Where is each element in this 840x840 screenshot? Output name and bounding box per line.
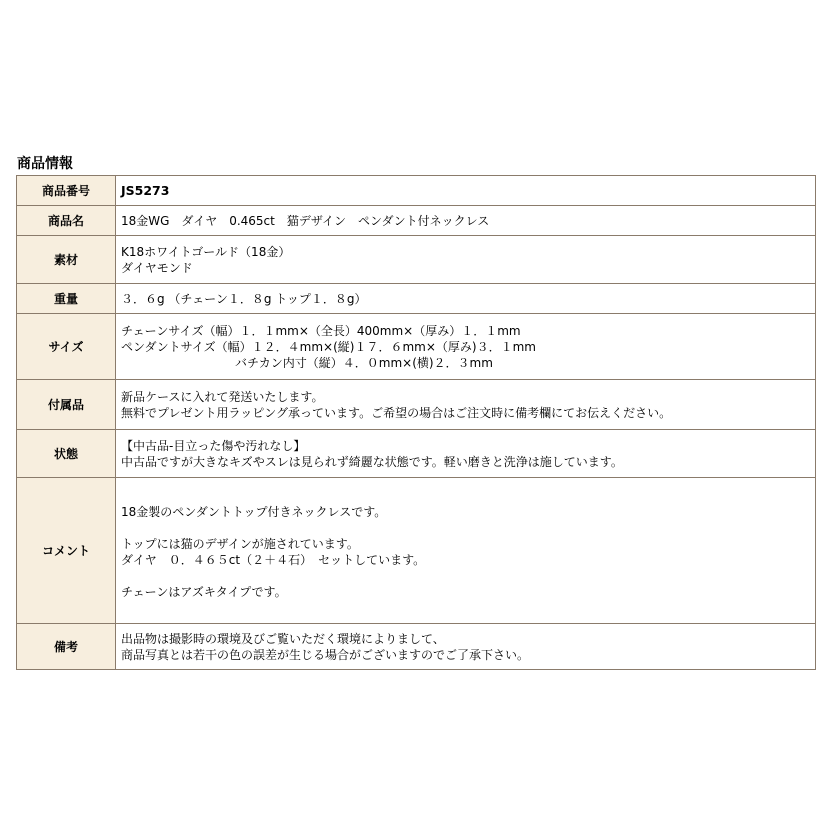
comment-spacer-2 xyxy=(121,568,811,584)
accessories-label: 付属品 xyxy=(17,380,116,430)
comment-line-1: 18金製のペンダントトップ付きネックレスです。 xyxy=(121,504,387,519)
notes-line-1: 出品物は撮影時の環境及びご覧いただく環境によりまして、 xyxy=(121,631,445,646)
product-name-label: 商品名 xyxy=(17,206,116,236)
comment-line-3: ダイヤ ０．４６５ct（２＋４石） セットしています。 xyxy=(121,552,426,567)
comment-spacer-bottom xyxy=(121,600,811,608)
row-material xyxy=(17,236,816,284)
section-title: 商品情報 xyxy=(17,156,73,172)
row-product-number xyxy=(17,176,816,206)
comment-spacer-top xyxy=(121,494,811,504)
comment-value xyxy=(116,478,816,624)
product-info-table xyxy=(16,175,816,670)
row-comment xyxy=(17,478,816,624)
condition-line-2: 中古品ですが大きなキズやスレは見られず綺麗な状態です。軽い磨きと洗浄は施しています。 xyxy=(121,454,623,469)
material-line-1: K18ホワイトゴールド（18金） xyxy=(121,244,291,259)
accessories-line-2: 無料でプレゼント用ラッピング承っています。ご希望の場合はご注文時に備考欄にてお伝えください。 xyxy=(121,405,672,420)
material-value xyxy=(116,236,816,284)
material-line-2: ダイヤモンド xyxy=(121,260,193,275)
size-value xyxy=(116,314,816,380)
accessories-line-1: 新品ケースに入れて発送いたします。 xyxy=(121,389,324,404)
size-line-bail: バチカン内寸（縦）４．０mm×(横)２．３mm xyxy=(235,355,493,370)
notes-value xyxy=(116,624,816,670)
comment-line-4: チェーンはアズキタイプです。 xyxy=(121,584,287,599)
row-product-name xyxy=(17,206,816,236)
size-label: サイズ xyxy=(17,314,116,380)
weight-value: ３．６g （チェーン１．８g トップ１．８g） xyxy=(116,284,816,314)
condition-value xyxy=(116,430,816,478)
row-notes xyxy=(17,624,816,670)
accessories-value xyxy=(116,380,816,430)
notes-line-2: 商品写真とは若干の色の誤差が生じる場合がございますのでご了承下さい。 xyxy=(121,647,530,662)
weight-label: 重量 xyxy=(17,284,116,314)
product-name-value: 18金WG ダイヤ 0.465ct 猫デザイン ペンダント付ネックレス xyxy=(116,206,816,236)
comment-spacer-1 xyxy=(121,520,811,536)
row-size xyxy=(17,314,816,380)
notes-label: 備考 xyxy=(17,624,116,670)
product-number-value xyxy=(116,176,816,206)
comment-line-2: トップには猫のデザインが施されています。 xyxy=(121,536,359,551)
product-number-label: 商品番号 xyxy=(17,176,116,206)
condition-line-1: 【中古品-目立った傷や汚れなし】 xyxy=(121,438,306,453)
size-line-pendant: ペンダントサイズ（幅）１２．４mm×(縦)１７．６mm×（厚み)３．１mm xyxy=(121,339,536,354)
row-accessories xyxy=(17,380,816,430)
size-line-chain: チェーンサイズ（幅）１．１mm×（全長）400mm×（厚み）１．１mm xyxy=(121,323,521,338)
material-label: 素材 xyxy=(17,236,116,284)
row-weight xyxy=(17,284,816,314)
row-condition xyxy=(17,430,816,478)
product-number-text: JS5273 xyxy=(121,182,170,198)
condition-label: 状態 xyxy=(17,430,116,478)
comment-label: コメント xyxy=(17,478,116,624)
